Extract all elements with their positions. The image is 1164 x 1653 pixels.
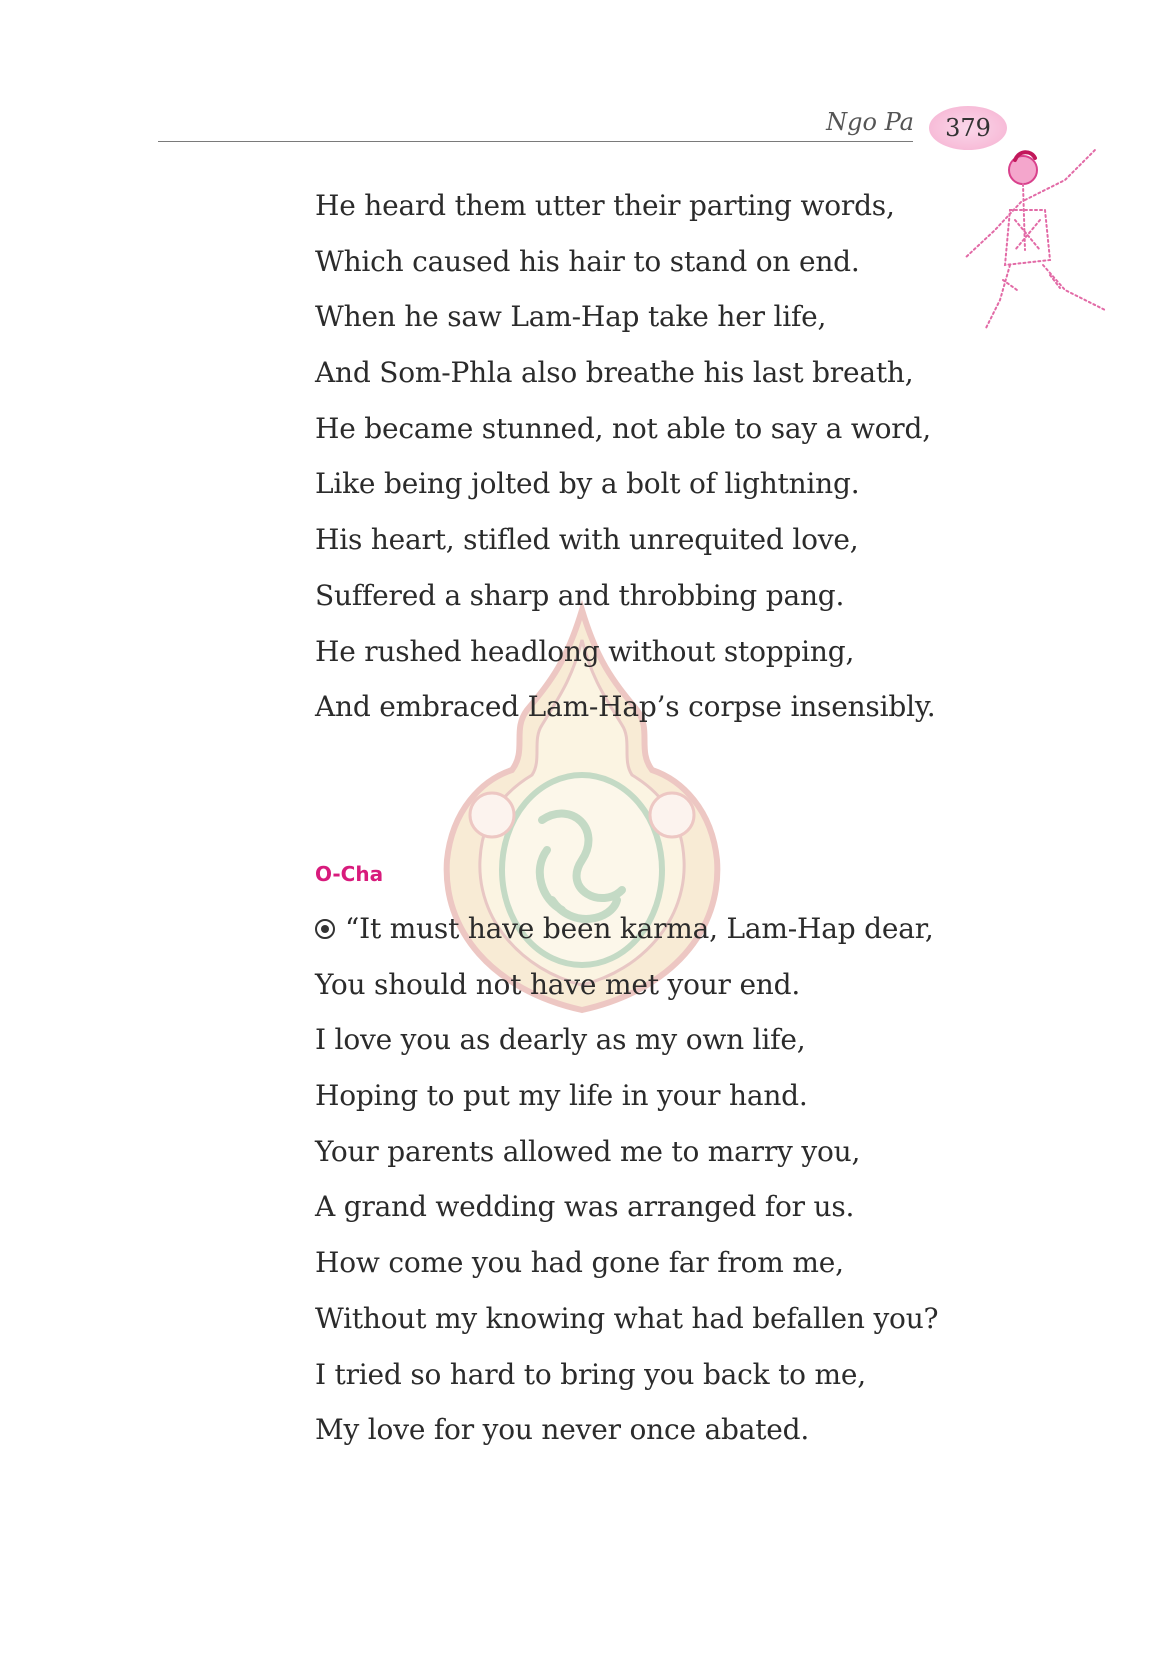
running-title: Ngo Pa [826,108,914,136]
verse-line: And Som-Phla also breathe his last breath, [315,356,914,390]
verse-line: He rushed headlong without stopping, [315,634,855,668]
verse-line: A grand wedding was arranged for us. [315,1190,855,1224]
verse-line: Like being jolted by a bolt of lightning. [315,467,860,501]
verse-line: His heart, stifled with unrequited love, [315,523,859,557]
verse-line: When he saw Lam-Hap take her life, [315,300,827,334]
verse-stanza-1 [315,178,935,735]
verse-line: I love you as dearly as my own life, [315,1023,806,1057]
verse-line: And embraced Lam-Hap’s corpse insensibly. [315,690,936,724]
page-number: 379 [945,114,991,142]
header-rule [158,141,913,142]
verse-stanza-2 [315,901,938,1458]
verse-line: Without my knowing what had befallen you? [315,1301,939,1335]
verse-line: Your parents allowed me to marry you, [315,1134,861,1168]
verse-line: How come you had gone far from me, [315,1246,844,1280]
verse-line: Which caused his hair to stand on end. [315,244,860,278]
verse-line: My love for you never once abated. [315,1413,810,1447]
verse-line-first [315,901,938,957]
verse-line: He heard them utter their parting words, [315,189,895,222]
verse-line: Suffered a sharp and throbbing pang. [315,578,845,612]
verse-line: Hoping to put my life in your hand. [315,1079,808,1113]
verse-line: You should not have met your end. [315,967,801,1001]
verse-line-text: “It must have been karma, Lam-Hap dear, [345,912,934,945]
stanza-bullet-icon [315,919,335,939]
verse-line: I tried so hard to bring you back to me, [315,1357,866,1391]
speaker-label: O-Cha [315,862,384,886]
dancer-illustration [955,140,1115,345]
verse-line: He became stunned, not able to say a word, [315,411,931,445]
